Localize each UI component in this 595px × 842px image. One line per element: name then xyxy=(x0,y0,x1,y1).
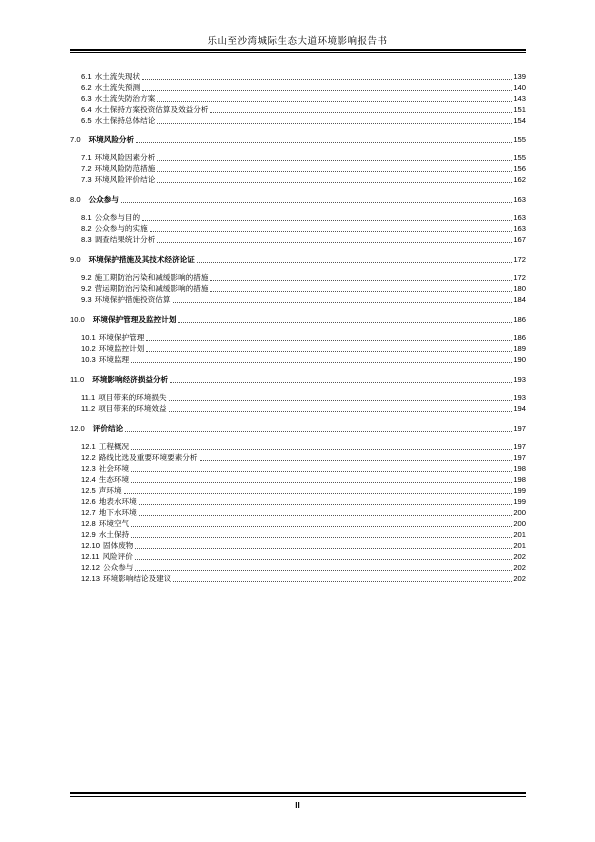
toc-entry-title: 声环境 xyxy=(98,486,122,495)
toc-dot-leader xyxy=(210,112,512,113)
toc-entry-title: 环境影响结论及建议 xyxy=(103,574,172,583)
toc-dot-leader xyxy=(124,493,513,494)
toc-dot-leader xyxy=(125,431,512,432)
toc-entry-page: 197 xyxy=(513,453,526,462)
toc-section-entry[interactable] xyxy=(81,115,526,126)
toc-section-entry[interactable] xyxy=(81,403,526,414)
toc-entry-title: 环境保护措施投资估算 xyxy=(94,295,171,304)
toc-dot-leader xyxy=(142,220,512,221)
toc-dot-leader xyxy=(131,526,512,527)
toc-dot-leader xyxy=(139,504,513,505)
toc-entry-number: 6.1 xyxy=(81,72,92,81)
toc-entry-page: 163 xyxy=(513,224,526,233)
toc-entry-page: 202 xyxy=(513,552,526,561)
toc-dot-leader xyxy=(157,182,512,183)
toc-entry-number: 10.2 xyxy=(81,344,96,353)
toc-entry-page: 140 xyxy=(513,83,526,92)
toc-section-entry[interactable] xyxy=(81,71,526,82)
toc-section-entry[interactable] xyxy=(81,551,526,562)
toc-dot-leader xyxy=(135,559,513,560)
toc-entry-number: 12.2 xyxy=(81,453,96,462)
toc-entry-title: 环境风险评价结论 xyxy=(94,175,156,184)
toc-dot-leader xyxy=(131,449,512,450)
toc-entry-number: 9.2 xyxy=(81,284,92,293)
toc-dot-leader xyxy=(157,242,512,243)
toc-entry-page: 189 xyxy=(513,344,526,353)
toc-entry-number: 12.6 xyxy=(81,497,96,506)
toc-entry-number: 12.3 xyxy=(81,464,96,473)
toc-dot-leader xyxy=(157,123,512,124)
toc-section-entry[interactable] xyxy=(81,452,526,463)
toc-chapter-entry[interactable] xyxy=(70,374,526,385)
toc-entry-number: 11.1 xyxy=(81,393,96,402)
toc-entry-number: 7.1 xyxy=(81,153,92,162)
toc-dot-leader xyxy=(169,400,513,401)
toc-entry-title: 水土保持方案投资估算及效益分析 xyxy=(94,105,209,114)
toc-entry-number: 12.9 xyxy=(81,530,96,539)
header-rule-thick xyxy=(70,49,526,51)
toc-section-entry[interactable] xyxy=(81,474,526,485)
toc-section-entry[interactable] xyxy=(81,152,526,163)
toc-entry-page: 197 xyxy=(513,424,526,433)
toc-entry-title: 营运期防治污染和减缓影响的措施 xyxy=(94,284,209,293)
toc-dot-leader xyxy=(173,581,512,582)
toc-entry-number: 10.0 xyxy=(70,315,85,324)
toc-entry-page: 180 xyxy=(513,284,526,293)
toc-section-entry[interactable] xyxy=(81,518,526,529)
toc-entry-title: 公众参与目的 xyxy=(94,213,141,222)
toc-dot-leader xyxy=(197,262,512,263)
toc-entry-page: 155 xyxy=(513,135,526,144)
toc-dot-leader xyxy=(142,79,512,80)
toc-entry-page: 184 xyxy=(513,295,526,304)
toc-entry-page: 202 xyxy=(513,574,526,583)
toc-entry-page: 193 xyxy=(513,375,526,384)
toc-chapter-entry[interactable] xyxy=(70,194,526,205)
toc-entry-title: 地表水环境 xyxy=(98,497,137,506)
toc-section-entry[interactable] xyxy=(81,82,526,93)
toc-entry-number: 6.3 xyxy=(81,94,92,103)
toc-entry-page: 167 xyxy=(513,235,526,244)
toc-dot-leader xyxy=(157,101,512,102)
toc-entry-title: 公众参与 xyxy=(88,195,119,204)
toc-section-entry[interactable] xyxy=(81,540,526,551)
toc-section-entry[interactable] xyxy=(81,392,526,403)
toc-entry-page: 201 xyxy=(513,541,526,550)
toc-entry-page: 143 xyxy=(513,94,526,103)
toc-entry-number: 7.0 xyxy=(70,135,81,144)
toc-entry-number: 7.3 xyxy=(81,175,92,184)
toc-entry-number: 12.0 xyxy=(70,424,85,433)
toc-entry-title: 水土保持总体结论 xyxy=(94,116,156,125)
toc-entry-title: 环境影响经济损益分析 xyxy=(92,375,169,384)
toc-entry-number: 8.2 xyxy=(81,224,92,233)
toc-entry-title: 公众参与的实施 xyxy=(94,224,148,233)
toc-section-entry[interactable] xyxy=(81,234,526,245)
toc-section-entry[interactable] xyxy=(81,223,526,234)
toc-dot-leader xyxy=(135,570,512,571)
toc-dot-leader xyxy=(131,482,512,483)
toc-entry-page: 163 xyxy=(513,213,526,222)
footer-rule-thick xyxy=(70,792,526,794)
toc-section-entry[interactable] xyxy=(81,562,526,573)
toc-entry-page: 172 xyxy=(513,273,526,282)
toc-entry-number: 12.8 xyxy=(81,519,96,528)
toc-entry-number: 12.5 xyxy=(81,486,96,495)
toc-entry-page: 193 xyxy=(513,393,526,402)
toc-dot-leader xyxy=(210,291,512,292)
toc-entry-number: 7.2 xyxy=(81,164,92,173)
toc-entry-title: 水土流失防治方案 xyxy=(94,94,156,103)
toc-dot-leader xyxy=(146,351,512,352)
toc-section-entry[interactable] xyxy=(81,573,526,584)
toc-section-entry[interactable] xyxy=(81,343,526,354)
toc-entry-title: 项目带来的环境效益 xyxy=(98,404,167,413)
toc-section-entry[interactable] xyxy=(81,283,526,294)
toc-section-entry[interactable] xyxy=(81,529,526,540)
toc-entry-page: 162 xyxy=(513,175,526,184)
toc-entry-number: 10.3 xyxy=(81,355,96,364)
toc-entry-title: 环境保护管理 xyxy=(98,333,145,342)
toc-entry-number: 10.1 xyxy=(81,333,96,342)
toc-dot-leader xyxy=(173,302,513,303)
toc-entry-page: 139 xyxy=(513,72,526,81)
toc-entry-number: 12.10 xyxy=(81,541,101,550)
toc-dot-leader xyxy=(135,548,512,549)
toc-entry-number: 11.2 xyxy=(81,404,96,413)
toc-entry-page: 186 xyxy=(513,315,526,324)
toc-entry-number: 9.3 xyxy=(81,295,92,304)
toc-entry-title: 路线比选及重要环境要素分析 xyxy=(98,453,198,462)
toc-entry-page: 163 xyxy=(513,195,526,204)
toc-entry-title: 工程概况 xyxy=(98,442,130,451)
toc-section-entry[interactable] xyxy=(81,507,526,518)
toc-entry-number: 12.7 xyxy=(81,508,96,517)
toc-entry-number: 12.4 xyxy=(81,475,96,484)
toc-entry-page: 151 xyxy=(513,105,526,114)
page-number: II xyxy=(295,801,300,810)
toc-dot-leader xyxy=(210,280,512,281)
document-title: 乐山至沙湾城际生态大道环境影响报告书 xyxy=(207,36,388,47)
toc-section-entry[interactable] xyxy=(81,174,526,185)
toc-entry-page: 186 xyxy=(513,333,526,342)
toc-dot-leader xyxy=(157,171,512,172)
toc-entry-title: 水土保持 xyxy=(98,530,130,539)
toc-chapter-entry[interactable] xyxy=(70,134,526,145)
toc-entry-page: 201 xyxy=(513,530,526,539)
toc-section-entry[interactable] xyxy=(81,496,526,507)
toc-entry-page: 155 xyxy=(513,153,526,162)
toc-dot-leader xyxy=(150,231,513,232)
toc-dot-leader xyxy=(157,160,512,161)
toc-dot-leader xyxy=(142,90,512,91)
toc-dot-leader xyxy=(136,142,512,143)
toc-chapter-entry[interactable] xyxy=(70,254,526,265)
footer-rule-thin xyxy=(70,796,526,797)
toc-section-entry[interactable] xyxy=(81,332,526,343)
toc-section-entry[interactable] xyxy=(81,93,526,104)
toc-section-entry[interactable] xyxy=(81,485,526,496)
toc-entry-title: 环境风险防范措施 xyxy=(94,164,156,173)
toc-entry-title: 环境保护措施及其技术经济论证 xyxy=(88,255,195,264)
toc-entry-title: 调查结果统计分析 xyxy=(94,235,156,244)
toc-entry-page: 172 xyxy=(513,255,526,264)
toc-entry-number: 9.2 xyxy=(81,273,92,282)
toc-entry-title: 生态环境 xyxy=(98,475,130,484)
toc-entry-title: 评价结论 xyxy=(92,424,124,433)
toc-section-entry[interactable] xyxy=(81,272,526,283)
toc-entry-title: 地下水环境 xyxy=(98,508,137,517)
toc-entry-title: 固体废物 xyxy=(103,541,134,550)
toc-dot-leader xyxy=(131,471,512,472)
header-rule-thin xyxy=(70,52,526,53)
toc-entry-number: 12.12 xyxy=(81,563,101,572)
toc-section-entry[interactable] xyxy=(81,163,526,174)
toc-entry-page: 200 xyxy=(513,508,526,517)
toc-dot-leader xyxy=(131,362,512,363)
toc-entry-page: 200 xyxy=(513,519,526,528)
toc-section-entry[interactable] xyxy=(81,463,526,474)
toc-entry-number: 6.5 xyxy=(81,116,92,125)
toc-entry-page: 199 xyxy=(513,497,526,506)
toc-entry-page: 194 xyxy=(513,404,526,413)
toc-entry-title: 环境风险因素分析 xyxy=(94,153,156,162)
toc-entry-number: 8.1 xyxy=(81,213,92,222)
toc-entry-number: 6.2 xyxy=(81,83,92,92)
toc-entry-page: 190 xyxy=(513,355,526,364)
toc-dot-leader xyxy=(146,340,512,341)
toc-chapter-entry[interactable] xyxy=(70,423,526,434)
toc-entry-title: 公众参与 xyxy=(103,563,134,572)
toc-entry-number: 12.13 xyxy=(81,574,101,583)
toc-entry-page: 156 xyxy=(513,164,526,173)
toc-entry-page: 202 xyxy=(513,563,526,572)
toc-dot-leader xyxy=(139,515,513,516)
toc-dot-leader xyxy=(169,411,513,412)
toc-entry-title: 环境风险分析 xyxy=(88,135,135,144)
toc-entry-title: 水土流失预测 xyxy=(94,83,141,92)
toc-section-entry[interactable] xyxy=(81,354,526,365)
toc-section-entry[interactable] xyxy=(81,212,526,223)
toc-section-entry[interactable] xyxy=(81,441,526,452)
toc-entry-number: 9.0 xyxy=(70,255,81,264)
toc-dot-leader xyxy=(200,460,513,461)
toc-entry-title: 风险评价 xyxy=(102,552,133,561)
toc-entry-number: 11.0 xyxy=(70,375,85,384)
toc-entry-page: 154 xyxy=(513,116,526,125)
toc-entry-title: 项目带来的环境损失 xyxy=(98,393,167,402)
toc-dot-leader xyxy=(178,322,512,323)
toc-entry-number: 12.1 xyxy=(81,442,96,451)
toc-dot-leader xyxy=(131,537,512,538)
toc-entry-page: 198 xyxy=(513,475,526,484)
toc-chapter-entry[interactable] xyxy=(70,314,526,325)
toc-section-entry[interactable] xyxy=(81,104,526,115)
toc-entry-page: 199 xyxy=(513,486,526,495)
toc-entry-page: 197 xyxy=(513,442,526,451)
toc-entry-title: 社会环境 xyxy=(98,464,130,473)
toc-entry-title: 水土流失现状 xyxy=(94,72,141,81)
toc-entry-number: 8.0 xyxy=(70,195,81,204)
toc-entry-title: 施工期防治污染和减缓影响的措施 xyxy=(94,273,209,282)
toc-entry-title: 环境保护管理及监控计划 xyxy=(92,315,177,324)
toc-entry-page: 198 xyxy=(513,464,526,473)
toc-entry-number: 8.3 xyxy=(81,235,92,244)
toc-entry-title: 环境空气 xyxy=(98,519,130,528)
toc-dot-leader xyxy=(121,202,512,203)
toc-entry-number: 6.4 xyxy=(81,105,92,114)
toc-entry-title: 环境监控计划 xyxy=(98,344,145,353)
toc-dot-leader xyxy=(170,382,512,383)
toc-entry-title: 环境监理 xyxy=(98,355,130,364)
toc-section-entry[interactable] xyxy=(81,294,526,305)
toc-entry-number: 12.11 xyxy=(81,552,100,561)
